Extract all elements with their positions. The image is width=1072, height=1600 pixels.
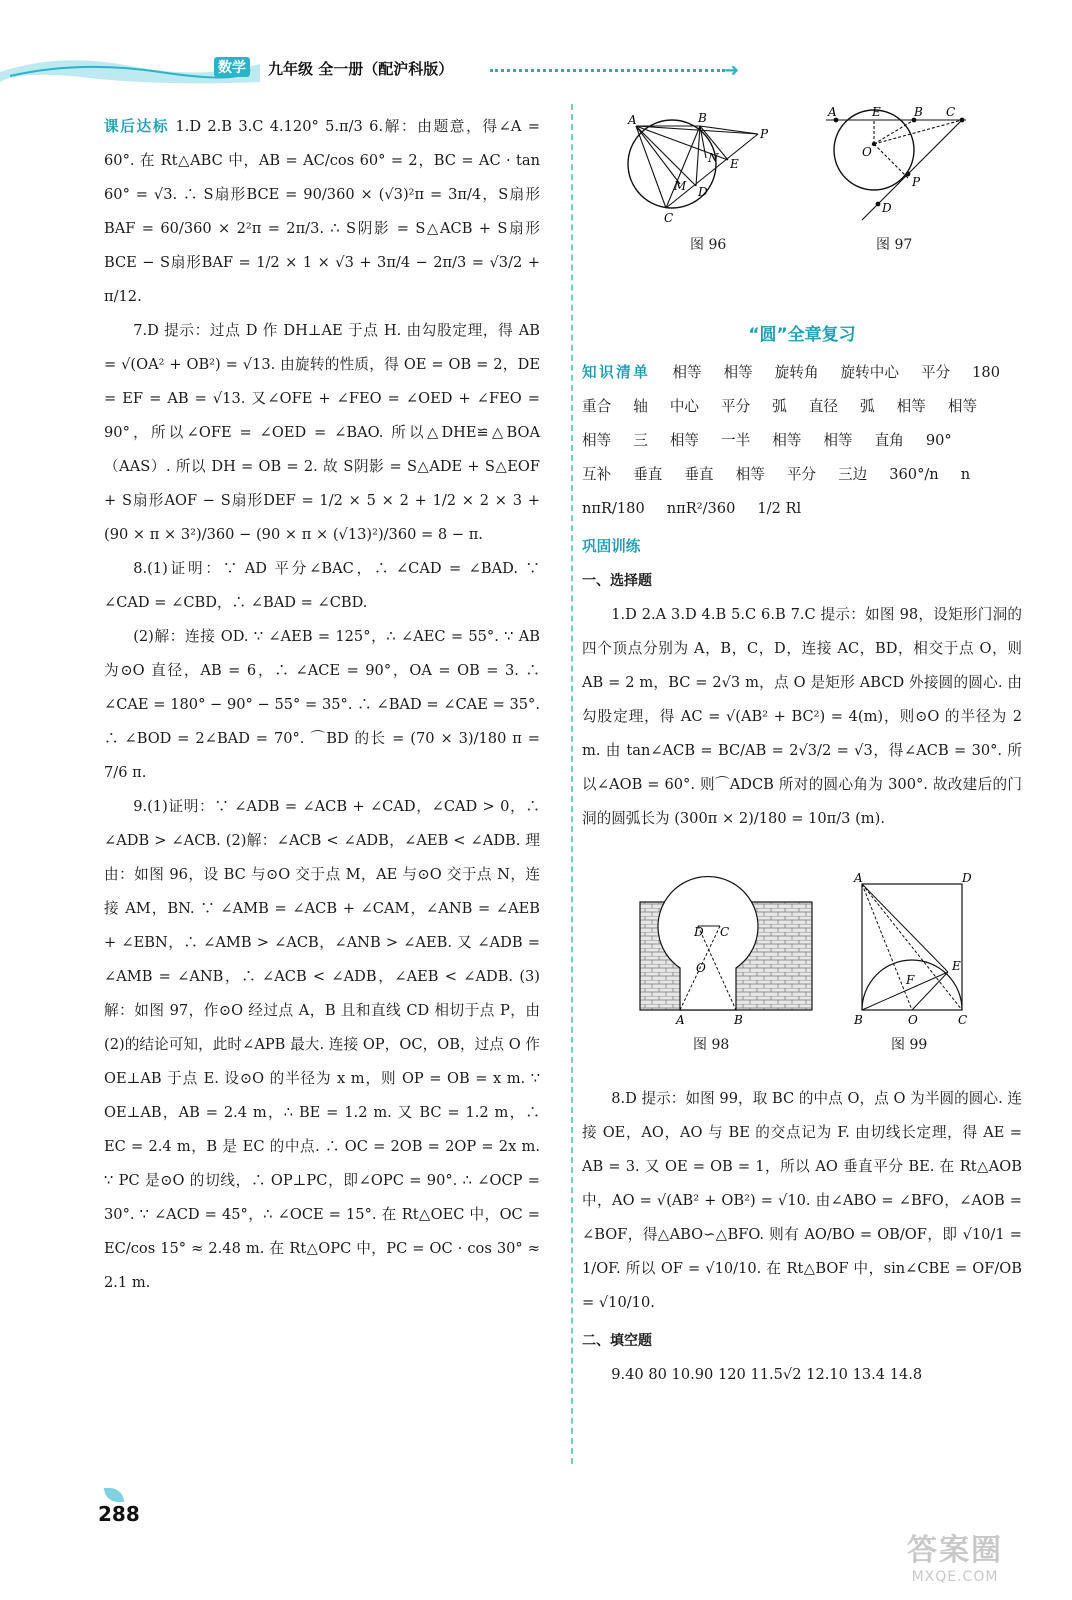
- answer-paragraph-8-right: 8.D 提示：如图 99，取 BC 的中点 O，点 O 为半圆的圆心. 连接 OE，AO，AO 与 BE 的交点记为 F. 由切线长定理，得 AE = AB = 3. 又 OE = OB = 1，所以 AO 垂直平分 BE. 在 Rt△AOB 中，AO = √(AB² + OB²) = √10. 由∠ABO = ∠BFO，∠AOB = ∠BOF，得△ABO∽△BFO. 则有 AO/BO = OB/OF，即 √10/1 = 1/OF. 所以 OF = √10/10. 在 Rt△BOF 中，sin∠CBE = OF/OB = √10/10.: [582, 1090, 1022, 1311]
- chapter-review-title: “圆”全章复习: [748, 325, 856, 345]
- knowledge-item: 相等: [735, 466, 765, 483]
- fig96-label-M: M: [674, 179, 687, 193]
- column-divider: [571, 104, 573, 1464]
- fig97-label-C: C: [946, 105, 956, 119]
- knowledge-item: 弧: [772, 398, 787, 415]
- knowledge-item: 相等: [669, 432, 700, 449]
- knowledge-item: 中心: [669, 398, 700, 415]
- header-subject-tag: 数学: [214, 57, 250, 77]
- knowledge-item: 三: [633, 432, 648, 449]
- knowledge-item: 轴: [633, 398, 648, 415]
- knowledge-item: 旋转角: [774, 364, 819, 381]
- fig96-label-B: B: [698, 111, 707, 125]
- header-dotted-line: [490, 69, 725, 72]
- figure-97-caption: 图 97: [876, 237, 913, 253]
- knowledge-item: nπR²/360: [666, 500, 736, 517]
- knowledge-item: 360°/n: [889, 466, 939, 483]
- knowledge-item: 直角: [874, 432, 904, 449]
- fig96-label-E: E: [730, 157, 739, 171]
- knowledge-item: 直径: [808, 398, 839, 415]
- answer-paragraph-7: 7.D 提示：过点 D 作 DH⊥AE 于点 H. 由勾股定理，得 AB = √(OA² + OB²) = √13. 由旋转的性质，得 OE = OB = 2，DE = EF = AB = √13. 又∠OFE + ∠FEO = ∠OED + ∠FEO = 90°，所以∠OFE = ∠OED = ∠BAO. 所以△DHE≌△BOA（AAS）. 所以 DH = OB = 2. 故 S阴影 = S△ADE + S△EOF + S扇形AOF − S扇形DEF = 1/2 × 5 × 2 + 1/2 × 2 × 3 + (90 × π × 3²)/360 − (90 × π × (√13)²)/360 = 8 − π.: [104, 322, 540, 543]
- knowledge-item: 垂直: [633, 466, 663, 483]
- fig99-label-O: O: [908, 1013, 918, 1027]
- fig96-label-A: A: [628, 113, 637, 127]
- fill-in-answers: 9.40 80 10.90 120 11.5√2 12.10 13.4 14.8: [611, 1366, 923, 1383]
- knowledge-item: 相等: [723, 364, 753, 381]
- fig97-label-D: D: [882, 201, 892, 215]
- answer-paragraph-9: 9.(1)证明：∵ ∠ADB = ∠ACB + ∠CAD，∠CAD > 0，∴ ∠ADB > ∠ACB. (2)解：∠ACB < ∠ADB，∠AEB < ∠ADB. 理由：如图 96，设 BC 与⊙O 交于点 M，AE 与⊙O 交于点 N，连接 AM，BN. ∵ ∠AMB = ∠ACB + ∠CAM，∠ANB = ∠AEB + ∠EBN，∴ ∠AMB > ∠ACB，∠ANB > ∠AEB. 又 ∠ADB = ∠AMB = ∠ANB，∴ ∠ACB < ∠ADB，∠AEB < ∠ADB. (3)解：如图 97，作⊙O 经过点 A，B 且和直线 CD 相切于点 P，由(2)的结论可知，此时∠APB 最大. 连接 OP，OC，OB，过点 O 作 OE⊥AB 于点 E. 设⊙O 的半径为 x m，则 OP = OB = x m. ∵ OE⊥AB，AB = 2.4 m，∴ BE = 1.2 m. 又 BC = 1.2 m，∴ EC = 2.4 m，B 是 EC 的中点. ∴ OC = 2OB = 2OP = 2x m. ∵ PC 是⊙O 的切线，∴ OP⊥PC，即∠OPC = 90°. ∴ ∠OCP = 30°. ∵ ∠ACD = 45°，∴ ∠OCE = 15°. 在 Rt△OEC 中，OC = EC/cos 15° ≈ 2.48 m. 在 Rt△OPC 中，PC = OC · cos 30° ≈ 2.1 m.: [104, 798, 540, 1291]
- page-number: 288: [98, 1502, 140, 1526]
- choice-answers-paragraph: 1.D 2.A 3.D 4.B 5.C 6.B 7.C 提示：如图 98，设矩形门洞的四个顶点分别为 A，B，C，D，连接 AC，BD，相交于点 O，则 AB = 2 m，BC = 2√3 m，点 O 是矩形 ABCD 外接圆的圆心. 由勾股定理，得 AC = √(AB² + BC²) = 4(m)，则⊙O 的半径为 2 m. 由 tan∠ACB = BC/AB = 2√3/2 = √3，得∠ACB = 30°. 所以∠AOB = 60°. 则⌒ADCB 所对的圆心角为 300°. 故改建后的门洞的圆弧长为 (300π × 2)/180 = 10π/3 (m).: [582, 606, 1022, 827]
- knowledge-item: 三边: [838, 466, 868, 483]
- fig99-label-F: F: [906, 973, 915, 987]
- fig97-label-B: B: [914, 105, 923, 119]
- answer-paragraph-1: [104, 110, 540, 314]
- header-arrow-icon: ➜: [724, 60, 740, 81]
- knowledge-item: 相等: [896, 398, 926, 415]
- fig97-label-P: P: [912, 175, 921, 189]
- watermark-bottom: MXQE.COM: [911, 1569, 999, 1585]
- knowledge-item: 相等: [672, 364, 702, 381]
- fig99-label-B: B: [854, 1013, 863, 1027]
- knowledge-item: 相等: [947, 398, 978, 415]
- figure-99: [848, 870, 978, 1030]
- knowledge-item: 互补: [582, 466, 612, 483]
- part1-label: 一、选择题: [582, 573, 652, 589]
- knowledge-list-label: 知识清单: [582, 364, 651, 381]
- fig96-label-N: N: [708, 151, 719, 165]
- fig97-label-E: E: [872, 105, 881, 119]
- knowledge-item: 平分: [920, 364, 951, 381]
- fig98-label-C: C: [720, 925, 730, 939]
- section-label-after-class: 课后达标: [104, 118, 170, 135]
- knowledge-item: 垂直: [684, 466, 714, 483]
- page-number-leaf-decoration: [104, 1488, 124, 1502]
- knowledge-item: 旋转中心: [840, 364, 899, 381]
- figure-98: [638, 876, 818, 1026]
- answer-text-1-6: 1.D 2.B 3.C 4.120° 5.π/3 6.解：由题意，得∠A = 60°. 在 Rt△ABC 中，AB = AC/cos 60° = 2，BC = AC · tan 60° = √3. ∴ S扇形BCE = 90/360 × (√3)²π = 3π/4，S扇形BAF = 60/360 × 2²π = 2π/3. ∴ S阴影 = S△ACB + S扇形BCE − S扇形BAF = 1/2 × 1 × √3 + 3π/4 − 2π/3 = √3/2 + π/12.: [104, 118, 540, 305]
- knowledge-list: [582, 356, 1022, 526]
- watermark-logo: [880, 1525, 1030, 1585]
- header-title: 九年级 全一册（配沪科版）: [268, 60, 454, 78]
- right-column-lower: [582, 1082, 1022, 1392]
- fig98-label-B: B: [734, 1013, 743, 1026]
- fig99-label-C: C: [958, 1013, 968, 1027]
- knowledge-item: 相等: [582, 432, 612, 449]
- knowledge-item: 重合: [582, 398, 612, 415]
- knowledge-item: 180: [972, 364, 1000, 381]
- fig98-label-A: A: [676, 1013, 685, 1026]
- figure-99-caption: 图 99: [891, 1037, 928, 1053]
- fig99-label-A: A: [854, 871, 863, 885]
- part2-label: 二、填空题: [582, 1333, 652, 1349]
- fig98-label-D: D: [694, 925, 704, 939]
- knowledge-item: n: [960, 466, 971, 483]
- knowledge-item: nπR/180: [582, 500, 645, 517]
- knowledge-item: 平分: [786, 466, 817, 483]
- knowledge-item: 平分: [721, 398, 751, 415]
- fig96-label-P: P: [760, 127, 769, 141]
- figure-97: [822, 104, 972, 228]
- figure-96-caption: 图 96: [690, 237, 727, 253]
- figure-96: [626, 104, 786, 228]
- knowledge-item: 相等: [772, 432, 802, 449]
- fig97-label-A: A: [828, 105, 837, 119]
- figure-98-caption: 图 98: [693, 1037, 730, 1053]
- fig96-label-C: C: [664, 211, 674, 225]
- knowledge-item: 90°: [925, 432, 952, 449]
- answer-paragraph-8-1: 8.(1)证明：∵ AD 平分∠BAC，∴ ∠CAD = ∠BAD. ∵ ∠CAD = ∠CBD，∴ ∠BAD = ∠CBD.: [104, 560, 540, 611]
- fig98-label-O: O: [696, 961, 706, 975]
- knowledge-item: 一半: [721, 432, 751, 449]
- answer-paragraph-8-2: (2)解：连接 OD. ∵ ∠AEB = 125°，∴ ∠AEC = 55°. ∵ AB 为⊙O 直径，AB = 6，∴ ∠ACE = 90°，OA = OB = 3. ∴ ∠CAE = 180° − 90° − 55° = 35°. ∴ ∠BAD = ∠CAE = 35°. ∴ ∠BOD = 2∠BAD = 70°. ⌒BD 的长 = (70 × 3)/180 π = 7/6 π.: [104, 628, 540, 781]
- right-column: [582, 310, 1022, 836]
- fig99-label-D: D: [962, 871, 972, 885]
- watermark-top: 答案圈: [907, 1533, 1003, 1568]
- consolidate-label: 巩固训练: [582, 538, 641, 555]
- knowledge-item: 1/2 Rl: [757, 500, 802, 517]
- fig97-label-O: O: [862, 145, 872, 159]
- fig96-label-D: D: [698, 185, 708, 199]
- fig99-label-E: E: [952, 959, 961, 973]
- knowledge-item: 相等: [823, 432, 853, 449]
- knowledge-item: 弧: [860, 398, 875, 415]
- left-column: [104, 110, 540, 1300]
